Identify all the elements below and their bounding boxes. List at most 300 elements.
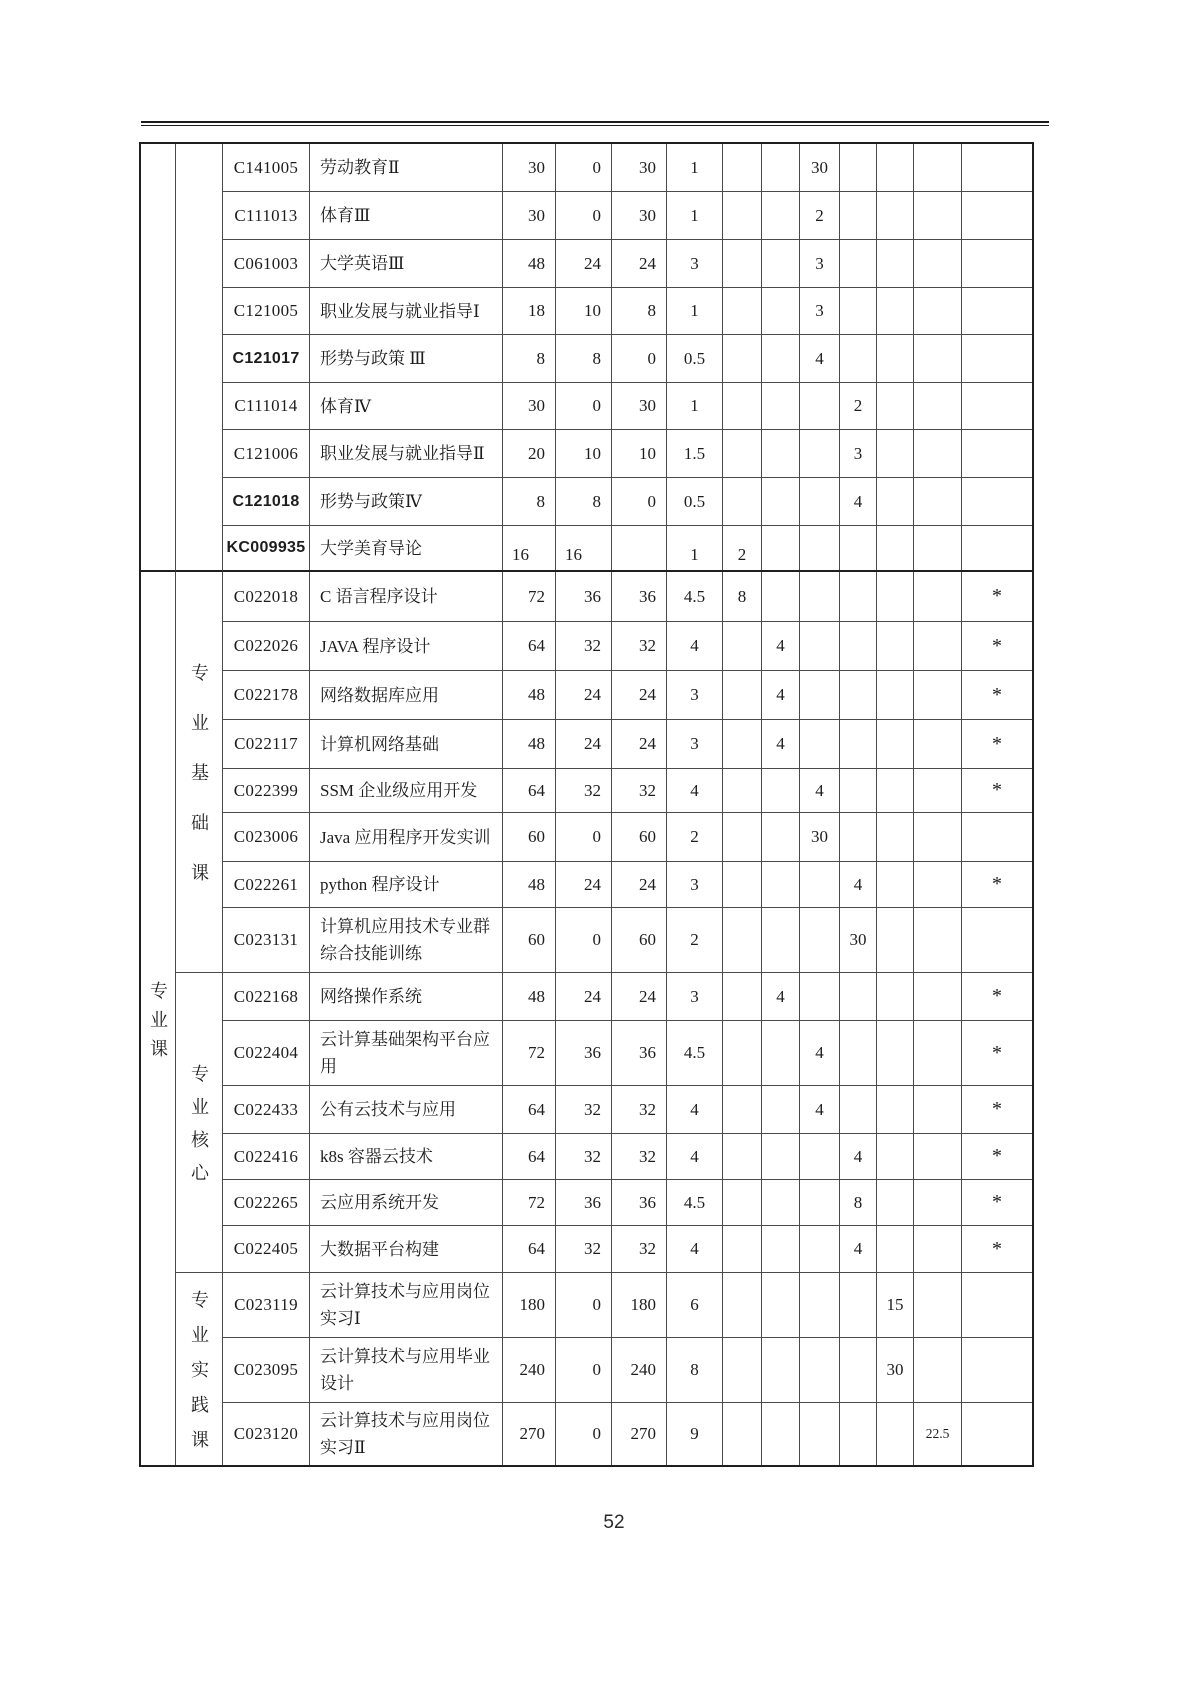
semester-4-cell [840, 288, 877, 334]
table-row [223, 192, 1032, 240]
semester-2-cell [762, 572, 800, 621]
semester-3-cell [800, 622, 840, 670]
category-cell-empty [141, 144, 176, 572]
semester-4-cell [840, 1338, 877, 1402]
semester-5-cell [877, 622, 914, 670]
semester-5-cell [877, 526, 914, 570]
practice-hours-cell: 24 [612, 671, 667, 719]
theory-hours-cell: 36 [556, 572, 612, 621]
semester-3-cell: 3 [800, 288, 840, 334]
credits-cell: 1.5 [667, 430, 723, 477]
total-hours-cell: 180 [503, 1273, 556, 1337]
remarks-cell: * [992, 779, 1002, 801]
remarks-cell [962, 1403, 1032, 1465]
semester-5-cell [877, 908, 914, 972]
course-code-cell: C121006 [223, 430, 310, 477]
semester-3-cell [800, 572, 840, 621]
semester-5-cell [877, 572, 914, 621]
practice-hours-cell: 36 [612, 572, 667, 621]
semester-4-cell: 3 [840, 430, 877, 477]
semester-3-cell: 4 [800, 769, 840, 812]
total-hours-cell: 20 [503, 430, 556, 477]
semester-4-cell: 30 [840, 908, 877, 972]
semester-5-cell [877, 240, 914, 287]
course-code-cell: C111013 [223, 192, 310, 239]
semester-6-cell [914, 430, 962, 477]
semester-1-cell [723, 813, 762, 861]
semester-2-cell [762, 288, 800, 334]
curriculum-table [139, 142, 1034, 1467]
table-row [223, 1134, 1032, 1180]
course-name-cell: 云计算基础架构平台应用 [310, 1021, 503, 1085]
remarks-cell [962, 1338, 1032, 1402]
remarks-cell: * [992, 873, 1002, 895]
semester-6-cell [914, 288, 962, 334]
semester-3-cell [800, 1180, 840, 1225]
course-name-cell: 形势与政策Ⅳ [310, 478, 503, 525]
course-name-cell: 形势与政策 Ⅲ [310, 335, 503, 382]
remarks-cell [962, 526, 1032, 570]
semester-3-cell [800, 1134, 840, 1179]
course-code-cell: C022405 [223, 1226, 310, 1272]
semester-2-cell [762, 1338, 800, 1402]
semester-6-cell [914, 572, 962, 621]
theory-hours-cell: 8 [556, 335, 612, 382]
theory-hours-cell: 0 [556, 1403, 612, 1465]
course-code-cell: C111014 [223, 383, 310, 429]
semester-3-cell: 30 [800, 813, 840, 861]
remarks-cell [962, 383, 1032, 429]
semester-1-cell [723, 383, 762, 429]
total-hours-cell: 72 [503, 1180, 556, 1225]
semester-5-cell [877, 769, 914, 812]
remarks-cell [962, 192, 1032, 239]
course-name-cell: 劳动教育Ⅱ [310, 144, 503, 191]
credits-cell: 3 [667, 671, 723, 719]
remarks-cell: * [992, 985, 1002, 1007]
practice-hours-cell: 24 [612, 973, 667, 1020]
credits-cell: 1 [667, 526, 723, 570]
course-name-cell: k8s 容器云技术 [310, 1134, 503, 1179]
semester-4-cell [840, 192, 877, 239]
semester-4-cell [840, 144, 877, 191]
remarks-cell [962, 144, 1032, 191]
course-code-cell: C061003 [223, 240, 310, 287]
total-hours-cell: 72 [503, 572, 556, 621]
course-name-cell: 网络操作系统 [310, 973, 503, 1020]
theory-hours-cell: 32 [556, 1226, 612, 1272]
semester-1-cell [723, 862, 762, 907]
semester-4-cell [840, 1273, 877, 1337]
table-row [223, 1403, 1032, 1465]
remarks-cell [962, 478, 1032, 525]
semester-5-cell [877, 862, 914, 907]
practice-hours-cell: 240 [612, 1338, 667, 1402]
credits-cell: 6 [667, 1273, 723, 1337]
header-rule [141, 121, 1049, 126]
table-row [223, 1273, 1032, 1338]
practice-hours-cell [612, 526, 667, 570]
course-name-cell: 体育Ⅳ [310, 383, 503, 429]
credits-cell: 1 [667, 192, 723, 239]
theory-hours-cell: 36 [556, 1021, 612, 1085]
credits-cell: 2 [667, 813, 723, 861]
semester-4-cell: 4 [840, 478, 877, 525]
theory-hours-cell: 10 [556, 430, 612, 477]
semester-4-cell [840, 813, 877, 861]
semester-2-cell [762, 526, 800, 570]
semester-2-cell [762, 1180, 800, 1225]
semester-1-cell [723, 908, 762, 972]
course-name-cell: 大数据平台构建 [310, 1226, 503, 1272]
theory-hours-cell: 32 [556, 622, 612, 670]
semester-3-cell [800, 671, 840, 719]
semester-2-cell [762, 1021, 800, 1085]
semester-6-cell [914, 1134, 962, 1179]
theory-hours-cell: 0 [556, 144, 612, 191]
table-row [223, 862, 1032, 908]
semester-4-cell [840, 1021, 877, 1085]
semester-2-cell [762, 335, 800, 382]
course-name-cell: 职业发展与就业指导Ⅰ [310, 288, 503, 334]
practice-hours-cell: 60 [612, 908, 667, 972]
remarks-cell [962, 335, 1032, 382]
semester-4-cell [840, 526, 877, 570]
course-code-cell: C022168 [223, 973, 310, 1020]
practice-hours-cell: 32 [612, 1134, 667, 1179]
semester-2-cell [762, 144, 800, 191]
semester-5-cell: 15 [877, 1273, 914, 1337]
semester-1-cell [723, 192, 762, 239]
category-cell-major-courses [141, 572, 176, 1465]
semester-1-cell [723, 1273, 762, 1337]
credits-cell: 3 [667, 240, 723, 287]
remarks-cell [962, 288, 1032, 334]
total-hours-cell: 16 [503, 526, 556, 570]
table-row [223, 622, 1032, 671]
practice-hours-cell: 30 [612, 144, 667, 191]
semester-2-cell [762, 813, 800, 861]
credits-cell: 0.5 [667, 335, 723, 382]
table-row [223, 430, 1032, 478]
semester-6-cell: 22.5 [914, 1403, 962, 1465]
semester-5-cell [877, 1180, 914, 1225]
subcategory-label: 专业基础课 [189, 663, 209, 913]
total-hours-cell: 18 [503, 288, 556, 334]
semester-4-cell [840, 335, 877, 382]
table-row [223, 144, 1032, 192]
course-code-cell: C121017 [223, 335, 310, 382]
credits-cell: 4 [667, 622, 723, 670]
total-hours-cell: 60 [503, 813, 556, 861]
semester-3-cell [800, 430, 840, 477]
semester-5-cell [877, 144, 914, 191]
semester-6-cell [914, 526, 962, 570]
semester-2-cell: 4 [762, 622, 800, 670]
remarks-cell: * [992, 683, 1002, 706]
table-row [223, 813, 1032, 862]
practice-hours-cell: 0 [612, 478, 667, 525]
semester-6-cell [914, 335, 962, 382]
semester-1-cell [723, 720, 762, 768]
remarks-cell: * [992, 1041, 1002, 1064]
table-row [223, 769, 1032, 813]
credits-cell: 8 [667, 1338, 723, 1402]
semester-6-cell [914, 383, 962, 429]
table-row [223, 288, 1032, 335]
remarks-cell [962, 908, 1032, 972]
table-row [223, 240, 1032, 288]
semester-4-cell: 4 [840, 1134, 877, 1179]
course-name-cell: 云应用系统开发 [310, 1180, 503, 1225]
semester-6-cell [914, 862, 962, 907]
course-code-cell: C023131 [223, 908, 310, 972]
remarks-cell [962, 813, 1032, 861]
semester-1-cell [723, 671, 762, 719]
subcategory-cell-empty [176, 144, 223, 572]
subcategory-label: 专业核心 [189, 1064, 209, 1196]
semester-5-cell [877, 671, 914, 719]
practice-hours-cell: 10 [612, 430, 667, 477]
semester-3-cell [800, 526, 840, 570]
total-hours-cell: 64 [503, 1226, 556, 1272]
course-code-cell: C022178 [223, 671, 310, 719]
theory-hours-cell: 0 [556, 383, 612, 429]
total-hours-cell: 48 [503, 240, 556, 287]
semester-1-cell [723, 1134, 762, 1179]
course-name-cell: python 程序设计 [310, 862, 503, 907]
semester-4-cell [840, 622, 877, 670]
total-hours-cell: 64 [503, 769, 556, 812]
practice-hours-cell: 30 [612, 192, 667, 239]
course-name-cell: 云计算技术与应用毕业设计 [310, 1338, 503, 1402]
subcategory-cell-practice [176, 1273, 223, 1465]
semester-1-cell [723, 240, 762, 287]
semester-1-cell [723, 335, 762, 382]
semester-4-cell [840, 769, 877, 812]
credits-cell: 1 [667, 144, 723, 191]
semester-1-cell: 8 [723, 572, 762, 621]
table-row [223, 526, 1032, 572]
semester-1-cell [723, 1086, 762, 1133]
semester-5-cell [877, 973, 914, 1020]
total-hours-cell: 64 [503, 1086, 556, 1133]
semester-5-cell [877, 720, 914, 768]
semester-5-cell [877, 1403, 914, 1465]
course-name-cell: 计算机应用技术专业群综合技能训练 [310, 908, 503, 972]
semester-2-cell [762, 478, 800, 525]
course-name-cell: 公有云技术与应用 [310, 1086, 503, 1133]
table-row [223, 671, 1032, 720]
semester-6-cell [914, 1226, 962, 1272]
semester-1-cell [723, 1021, 762, 1085]
credits-cell: 2 [667, 908, 723, 972]
semester-6-cell [914, 478, 962, 525]
semester-5-cell [877, 1134, 914, 1179]
semester-5-cell [877, 813, 914, 861]
semester-3-cell: 4 [800, 335, 840, 382]
semester-6-cell [914, 192, 962, 239]
semester-4-cell [840, 720, 877, 768]
practice-hours-cell: 32 [612, 1086, 667, 1133]
table-row [223, 1338, 1032, 1403]
course-code-cell: KC009935 [223, 526, 310, 570]
semester-5-cell [877, 192, 914, 239]
course-code-cell: C022416 [223, 1134, 310, 1179]
semester-1-cell [723, 1338, 762, 1402]
table-row [223, 720, 1032, 769]
theory-hours-cell: 24 [556, 973, 612, 1020]
semester-5-cell [877, 1086, 914, 1133]
subcategory-cell-core [176, 973, 223, 1273]
course-code-cell: C022265 [223, 1180, 310, 1225]
semester-2-cell [762, 1134, 800, 1179]
practice-hours-cell: 180 [612, 1273, 667, 1337]
semester-2-cell [762, 192, 800, 239]
semester-2-cell [762, 1086, 800, 1133]
course-name-cell: 职业发展与就业指导Ⅱ [310, 430, 503, 477]
credits-cell: 9 [667, 1403, 723, 1465]
theory-hours-cell: 0 [556, 908, 612, 972]
total-hours-cell: 8 [503, 478, 556, 525]
semester-4-cell: 4 [840, 1226, 877, 1272]
practice-hours-cell: 30 [612, 383, 667, 429]
semester-4-cell [840, 240, 877, 287]
semester-4-cell [840, 1086, 877, 1133]
remarks-cell [962, 240, 1032, 287]
semester-1-cell [723, 622, 762, 670]
total-hours-cell: 240 [503, 1338, 556, 1402]
practice-hours-cell: 32 [612, 1226, 667, 1272]
remarks-cell [962, 430, 1032, 477]
semester-2-cell [762, 769, 800, 812]
course-code-cell: C023119 [223, 1273, 310, 1337]
course-code-cell: C023095 [223, 1338, 310, 1402]
theory-hours-cell: 24 [556, 671, 612, 719]
course-name-cell: 网络数据库应用 [310, 671, 503, 719]
total-hours-cell: 72 [503, 1021, 556, 1085]
table-row [223, 1021, 1032, 1086]
theory-hours-cell: 24 [556, 862, 612, 907]
semester-1-cell [723, 144, 762, 191]
total-hours-cell: 60 [503, 908, 556, 972]
category-label: 专业课 [148, 980, 168, 1068]
course-code-cell: C023120 [223, 1403, 310, 1465]
credits-cell: 4 [667, 1134, 723, 1179]
credits-cell: 3 [667, 720, 723, 768]
theory-hours-cell: 8 [556, 478, 612, 525]
course-name-cell: 计算机网络基础 [310, 720, 503, 768]
semester-3-cell [800, 908, 840, 972]
table-row [223, 335, 1032, 383]
course-code-cell: C022261 [223, 862, 310, 907]
total-hours-cell: 64 [503, 1134, 556, 1179]
semester-5-cell [877, 1226, 914, 1272]
remarks-cell: * [992, 1191, 1002, 1213]
semester-2-cell [762, 1403, 800, 1465]
semester-1-cell [723, 1180, 762, 1225]
table-row [223, 1226, 1032, 1273]
credits-cell: 3 [667, 862, 723, 907]
credits-cell: 1 [667, 383, 723, 429]
semester-5-cell [877, 478, 914, 525]
semester-3-cell [800, 973, 840, 1020]
semester-4-cell [840, 1403, 877, 1465]
semester-1-cell [723, 973, 762, 1020]
semester-1-cell [723, 288, 762, 334]
semester-4-cell: 8 [840, 1180, 877, 1225]
semester-6-cell [914, 908, 962, 972]
semester-6-cell [914, 144, 962, 191]
practice-hours-cell: 32 [612, 769, 667, 812]
practice-hours-cell: 24 [612, 240, 667, 287]
semester-3-cell [800, 1273, 840, 1337]
remarks-cell: * [992, 634, 1002, 657]
total-hours-cell: 48 [503, 720, 556, 768]
practice-hours-cell: 270 [612, 1403, 667, 1465]
course-code-cell: C022018 [223, 572, 310, 621]
course-code-cell: C023006 [223, 813, 310, 861]
credits-cell: 4.5 [667, 572, 723, 621]
subcategory-cell-basic [176, 572, 223, 973]
theory-hours-cell: 24 [556, 720, 612, 768]
credits-cell: 1 [667, 288, 723, 334]
semester-6-cell [914, 622, 962, 670]
semester-6-cell [914, 240, 962, 287]
credits-cell: 4 [667, 769, 723, 812]
credits-cell: 3 [667, 973, 723, 1020]
remarks-cell [962, 1273, 1032, 1337]
theory-hours-cell: 0 [556, 1273, 612, 1337]
theory-hours-cell: 16 [556, 526, 612, 570]
semester-6-cell [914, 1021, 962, 1085]
course-code-cell: C121005 [223, 288, 310, 334]
remarks-cell: * [992, 1098, 1002, 1120]
credits-cell: 4 [667, 1086, 723, 1133]
practice-hours-cell: 60 [612, 813, 667, 861]
theory-hours-cell: 36 [556, 1180, 612, 1225]
semester-3-cell: 2 [800, 192, 840, 239]
course-name-cell: SSM 企业级应用开发 [310, 769, 503, 812]
semester-1-cell [723, 478, 762, 525]
semester-2-cell [762, 1226, 800, 1272]
total-hours-cell: 48 [503, 862, 556, 907]
table-row [223, 908, 1032, 973]
category-column-1 [141, 144, 176, 1465]
course-code-cell: C121018 [223, 478, 310, 525]
semester-3-cell [800, 383, 840, 429]
semester-3-cell [800, 478, 840, 525]
semester-5-cell [877, 288, 914, 334]
semester-3-cell [800, 720, 840, 768]
course-code-cell: C022433 [223, 1086, 310, 1133]
semester-5-cell: 30 [877, 1338, 914, 1402]
course-name-cell: 大学英语Ⅲ [310, 240, 503, 287]
semester-6-cell [914, 813, 962, 861]
theory-hours-cell: 10 [556, 288, 612, 334]
total-hours-cell: 30 [503, 192, 556, 239]
semester-3-cell [800, 862, 840, 907]
semester-4-cell: 4 [840, 862, 877, 907]
practice-hours-cell: 0 [612, 335, 667, 382]
semester-5-cell [877, 430, 914, 477]
semester-3-cell: 30 [800, 144, 840, 191]
theory-hours-cell: 32 [556, 1086, 612, 1133]
semester-4-cell [840, 973, 877, 1020]
semester-2-cell [762, 1273, 800, 1337]
semester-3-cell [800, 1403, 840, 1465]
semester-6-cell [914, 1180, 962, 1225]
